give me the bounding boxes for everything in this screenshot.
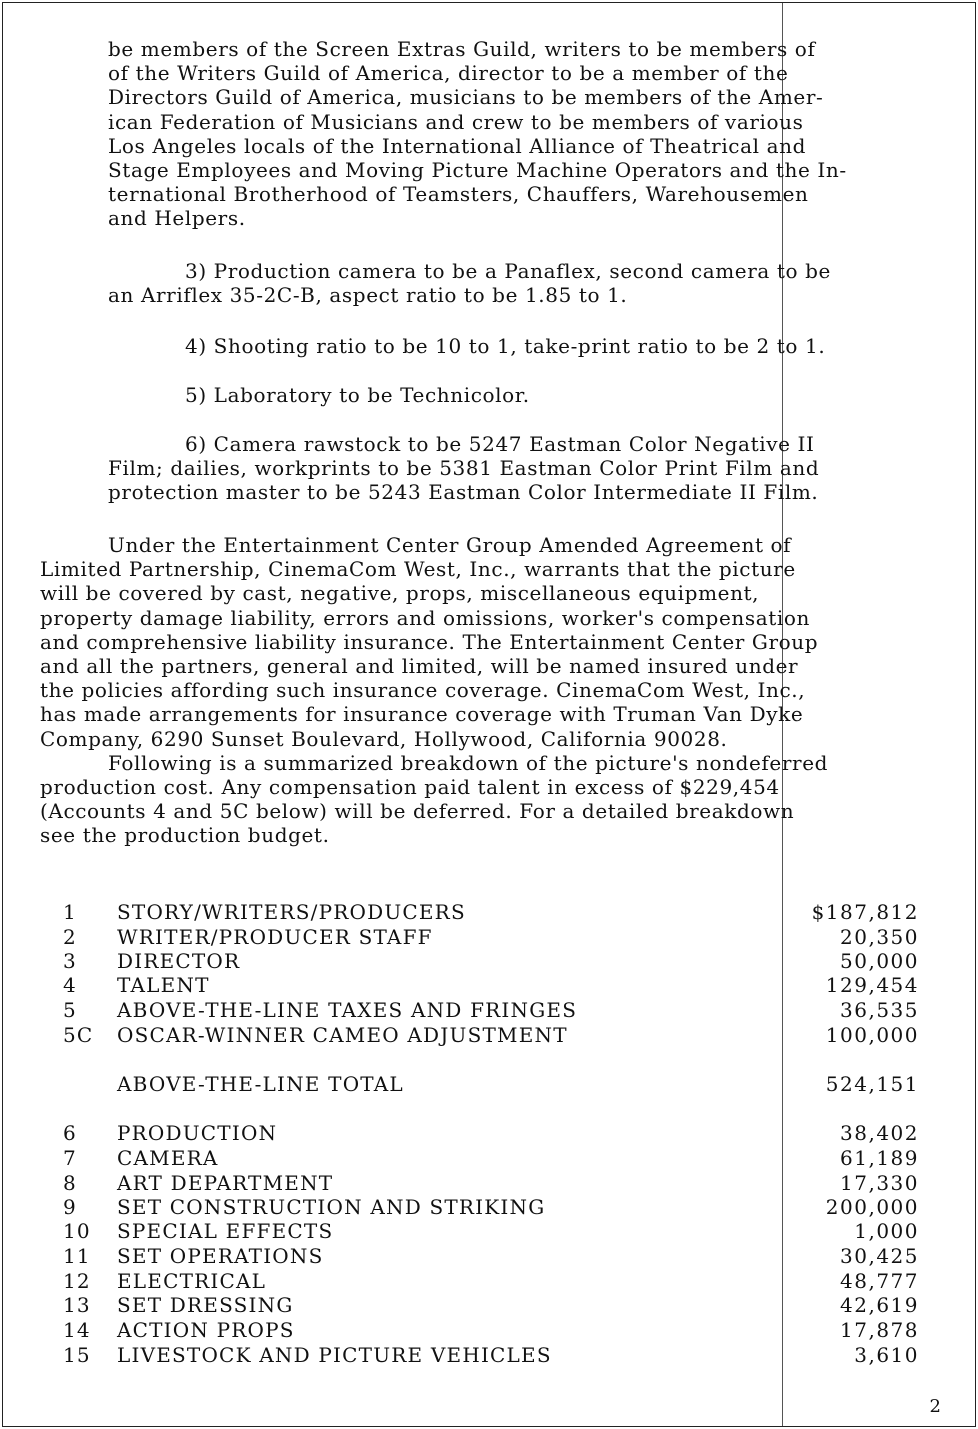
account-label: WRITER/PRODUCER STAFF <box>117 925 433 949</box>
account-label: ABOVE-THE-LINE TAXES AND FRINGES <box>117 998 578 1022</box>
budget-row <box>3 1023 975 1047</box>
account-label: LIVESTOCK AND PICTURE VEHICLES <box>117 1343 552 1367</box>
budget-row <box>3 1171 975 1195</box>
text-line: be members of the Screen Extras Guild, writers to be members of <box>108 37 816 61</box>
text-line: Following is a summarized breakdown of the picture's nondeferred <box>108 750 829 775</box>
text-line: an Arriflex 35-2C-B, aspect ratio to be 1.85 to 1. <box>108 283 628 308</box>
account-amount: 48,777 <box>840 1269 919 1293</box>
account-number: 15 <box>63 1343 91 1367</box>
text-line: 5) Laboratory to be Technicolor. <box>185 383 530 407</box>
account-label: ACTION PROPS <box>117 1318 295 1342</box>
account-amount: 38,402 <box>840 1121 919 1145</box>
text-line: (Accounts 4 and 5C below) will be deferred. For a detailed breakdown <box>40 799 795 824</box>
budget-table <box>3 3 975 1426</box>
text-line: and Helpers. <box>108 206 246 231</box>
account-number: 9 <box>63 1195 77 1219</box>
account-label: CAMERA <box>117 1146 219 1170</box>
budget-row <box>3 1195 975 1219</box>
account-number: 11 <box>63 1244 91 1268</box>
account-amount: 20,350 <box>840 925 919 949</box>
above-the-line-total-row <box>3 1072 975 1096</box>
account-label: SET OPERATIONS <box>117 1244 324 1268</box>
text-line: ternational Brotherhood of Teamsters, Chauffers, Warehousemen <box>108 182 809 207</box>
text-line: production cost. Any compensation paid talent in excess of $229,454 <box>40 775 780 800</box>
account-label: OSCAR-WINNER CAMEO ADJUSTMENT <box>117 1023 568 1047</box>
account-amount: $187,812 <box>811 900 919 924</box>
text-line: 3) Production camera to be a Panaflex, second camera to be <box>185 259 831 283</box>
account-label: ELECTRICAL <box>117 1269 267 1293</box>
account-amount: 61,189 <box>840 1146 919 1170</box>
account-label: SPECIAL EFFECTS <box>117 1219 334 1243</box>
text-line: Film; dailies, workprints to be 5381 Eastman Color Print Film and <box>108 456 820 481</box>
account-label: TALENT <box>117 973 210 997</box>
account-amount: 200,000 <box>825 1195 919 1219</box>
text-line: see the production budget. <box>40 823 330 848</box>
budget-row <box>3 1121 975 1145</box>
account-label: SET DRESSING <box>117 1293 294 1317</box>
account-amount: 1,000 <box>854 1219 919 1243</box>
budget-row <box>3 1146 975 1170</box>
account-amount: 17,878 <box>840 1318 919 1342</box>
account-amount: 30,425 <box>840 1244 919 1268</box>
text-line: the policies affording such insurance coverage. CinemaCom West, Inc., <box>40 678 806 703</box>
page-number: 2 <box>929 1396 941 1417</box>
account-number: 4 <box>63 973 77 997</box>
text-line: Under the Entertainment Center Group Amended Agreement of <box>108 533 792 557</box>
text-line: Stage Employees and Moving Picture Machine Operators and the In- <box>108 158 847 183</box>
budget-row <box>3 1269 975 1293</box>
total-amount: 524,151 <box>825 1072 919 1096</box>
budget-row <box>3 973 975 997</box>
document-page <box>2 2 976 1427</box>
text-line: of the Writers Guild of America, director to be a member of the <box>108 61 789 86</box>
account-label: ART DEPARTMENT <box>117 1171 334 1195</box>
account-number: 5 <box>63 998 77 1022</box>
text-line: will be covered by cast, negative, props, miscellaneous equipment, <box>40 581 760 606</box>
account-amount: 36,535 <box>840 998 919 1022</box>
account-label: SET CONSTRUCTION AND STRIKING <box>117 1195 546 1219</box>
text-line: Directors Guild of America, musicians to be members of the Amer- <box>108 85 824 110</box>
account-amount: 42,619 <box>840 1293 919 1317</box>
text-line: 4) Shooting ratio to be 10 to 1, take-print ratio to be 2 to 1. <box>185 334 826 358</box>
account-number: 12 <box>63 1269 91 1293</box>
budget-row <box>3 1318 975 1342</box>
account-amount: 129,454 <box>825 973 919 997</box>
account-number: 6 <box>63 1121 77 1145</box>
text-line: Limited Partnership, CinemaCom West, Inc., warrants that the picture <box>40 557 796 582</box>
text-line: Los Angeles locals of the International Alliance of Theatrical and <box>108 133 806 158</box>
budget-row <box>3 1293 975 1317</box>
text-line: property damage liability, errors and omissions, worker's compensation <box>40 605 811 630</box>
account-number: 14 <box>63 1318 91 1342</box>
account-number: 8 <box>63 1171 77 1195</box>
budget-row <box>3 1244 975 1268</box>
budget-row <box>3 1343 975 1367</box>
account-number: 2 <box>63 925 77 949</box>
account-amount: 3,610 <box>854 1343 919 1367</box>
budget-row <box>3 998 975 1022</box>
account-label: PRODUCTION <box>117 1121 278 1145</box>
text-line: has made arrangements for insurance coverage with Truman Van Dyke <box>40 702 804 727</box>
budget-row <box>3 925 975 949</box>
account-label: DIRECTOR <box>117 949 241 973</box>
account-label: STORY/WRITERS/PRODUCERS <box>117 900 466 924</box>
budget-row <box>3 900 975 924</box>
text-line: 6) Camera rawstock to be 5247 Eastman Color Negative II <box>185 432 815 456</box>
account-amount: 50,000 <box>840 949 919 973</box>
text-line: and comprehensive liability insurance. The Entertainment Center Group <box>40 629 819 654</box>
budget-row <box>3 949 975 973</box>
text-line: ican Federation of Musicians and crew to be members of various <box>108 109 804 134</box>
account-number: 13 <box>63 1293 91 1317</box>
text-line: protection master to be 5243 Eastman Color Intermediate II Film. <box>108 480 819 505</box>
account-amount: 100,000 <box>825 1023 919 1047</box>
account-number: 5C <box>63 1023 94 1047</box>
text-line: and all the partners, general and limited, will be named insured under <box>40 654 799 679</box>
total-label: ABOVE-THE-LINE TOTAL <box>117 1072 404 1096</box>
account-number: 1 <box>63 900 77 924</box>
account-number: 3 <box>63 949 77 973</box>
account-amount: 17,330 <box>840 1171 919 1195</box>
budget-row <box>3 1219 975 1243</box>
account-number: 7 <box>63 1146 77 1170</box>
text-line: Company, 6290 Sunset Boulevard, Hollywood, California 90028. <box>40 726 728 751</box>
account-number: 10 <box>63 1219 91 1243</box>
